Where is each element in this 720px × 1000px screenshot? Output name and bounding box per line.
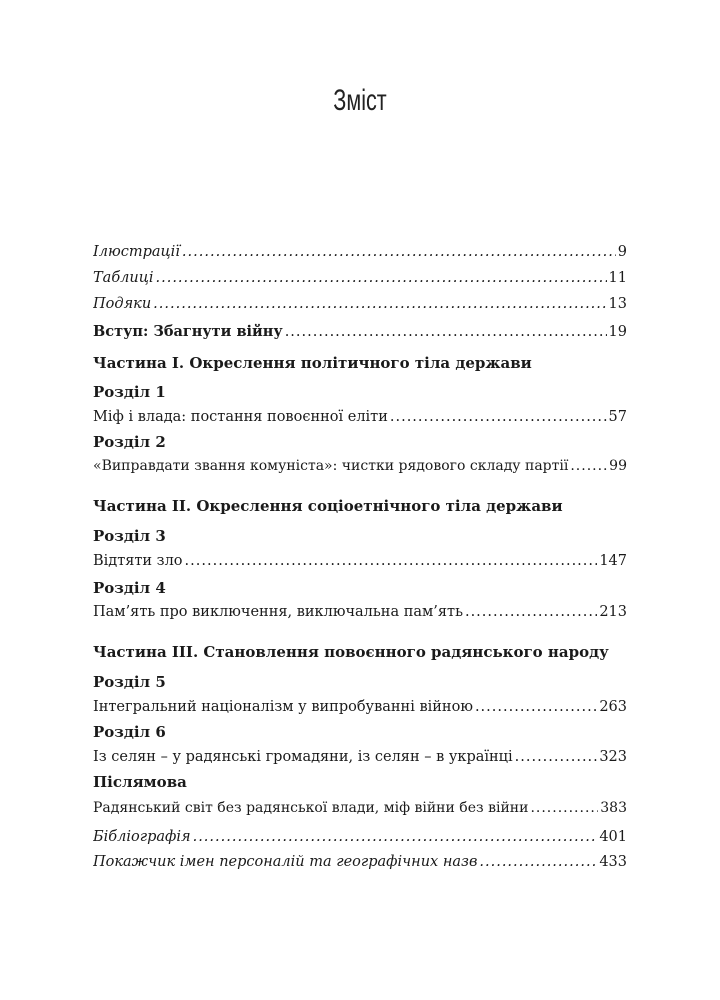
dot-leader	[570, 456, 607, 476]
toc-entry-label: Пам’ять про виключення, виключальна пам’ять	[93, 604, 463, 620]
toc-entry-page: 433	[599, 854, 627, 870]
toc-entry-page: 11	[608, 270, 627, 286]
dot-leader	[515, 747, 598, 767]
toc-entry-label: Ілюстрації	[93, 244, 180, 260]
dot-leader	[153, 294, 606, 314]
dot-leader	[390, 407, 607, 427]
toc-entry-page: 263	[599, 699, 627, 715]
toc-entry-chapter-4[interactable]	[93, 602, 627, 622]
toc-entry-bibliography[interactable]	[93, 827, 627, 847]
toc-entry-page: 401	[599, 829, 627, 845]
toc-entry-page: 57	[608, 409, 627, 425]
toc-entry-chapter-2[interactable]	[93, 456, 627, 476]
toc-entry-intro[interactable]	[93, 322, 627, 342]
dot-leader	[193, 827, 598, 847]
toc-entry-page: 323	[599, 749, 627, 765]
toc-entry-page: 213	[599, 604, 627, 620]
toc-entry-afterword[interactable]	[93, 798, 627, 818]
toc-entry-label: Покажчик імен персоналій та географічних назв	[93, 854, 478, 870]
toc-entry-page: 99	[609, 458, 627, 474]
chapter-heading: Розділ 4	[93, 579, 166, 597]
toc-entry-label: Інтегральний націоналізм у випробуванні війною	[93, 699, 473, 715]
toc-entry-chapter-6[interactable]	[93, 747, 627, 767]
toc-entry-chapter-5[interactable]	[93, 697, 627, 717]
toc-entry-index[interactable]	[93, 852, 627, 872]
page-title: Зміст	[333, 84, 387, 117]
toc-entry-page: 9	[617, 244, 627, 260]
toc-entry-label: Радянський світ без радянської влади, міф війни без війни	[93, 800, 529, 816]
toc-entry-label: Подяки	[93, 296, 152, 312]
part-title: Частина II. Окреслення соціоетнічного тіла держави	[93, 497, 563, 515]
chapter-heading: Післямова	[93, 773, 187, 791]
chapter-heading: Розділ 1	[93, 383, 166, 401]
toc-entry-page: 383	[600, 800, 627, 816]
toc-entry-page: 13	[608, 296, 627, 312]
dot-leader	[530, 798, 598, 818]
dot-leader	[475, 697, 597, 717]
toc-entry-chapter-3[interactable]	[93, 551, 627, 571]
toc-entry-page: 19	[608, 324, 627, 340]
toc-entry-page: 147	[599, 553, 627, 569]
dot-leader	[285, 322, 607, 342]
dot-leader	[156, 268, 607, 288]
toc-entry-label: Таблиці	[93, 270, 154, 286]
toc-entry-label: Відтяти зло	[93, 553, 183, 569]
toc-entry-label: Із селян – у радянські громадяни, із селян – в українці	[93, 749, 513, 765]
part-title: Частина III. Становлення повоєнного радянського народу	[93, 643, 609, 661]
part-title: Частина I. Окреслення політичного тіла держави	[93, 354, 532, 372]
toc-entry-chapter-1[interactable]	[93, 407, 627, 427]
dot-leader	[182, 242, 616, 262]
toc-entry-label: Бібліографія	[93, 829, 191, 845]
dot-leader	[479, 852, 597, 872]
toc-entry-label: «Виправдати звання комуніста»: чистки рядового складу партії	[93, 458, 569, 474]
chapter-heading: Розділ 3	[93, 527, 166, 545]
dot-leader	[185, 551, 598, 571]
chapter-heading: Розділ 5	[93, 673, 166, 691]
toc-entry-acknowledgements[interactable]	[93, 294, 627, 314]
chapter-heading: Розділ 6	[93, 723, 166, 741]
chapter-heading: Розділ 2	[93, 433, 166, 451]
toc-entry-tables[interactable]	[93, 268, 627, 288]
toc-entry-label: Міф і влада: постання повоєнної еліти	[93, 409, 388, 425]
toc-entry-illustrations[interactable]	[93, 242, 627, 262]
dot-leader	[465, 602, 597, 622]
toc-entry-label: Вступ: Збагнути війну	[93, 323, 283, 340]
